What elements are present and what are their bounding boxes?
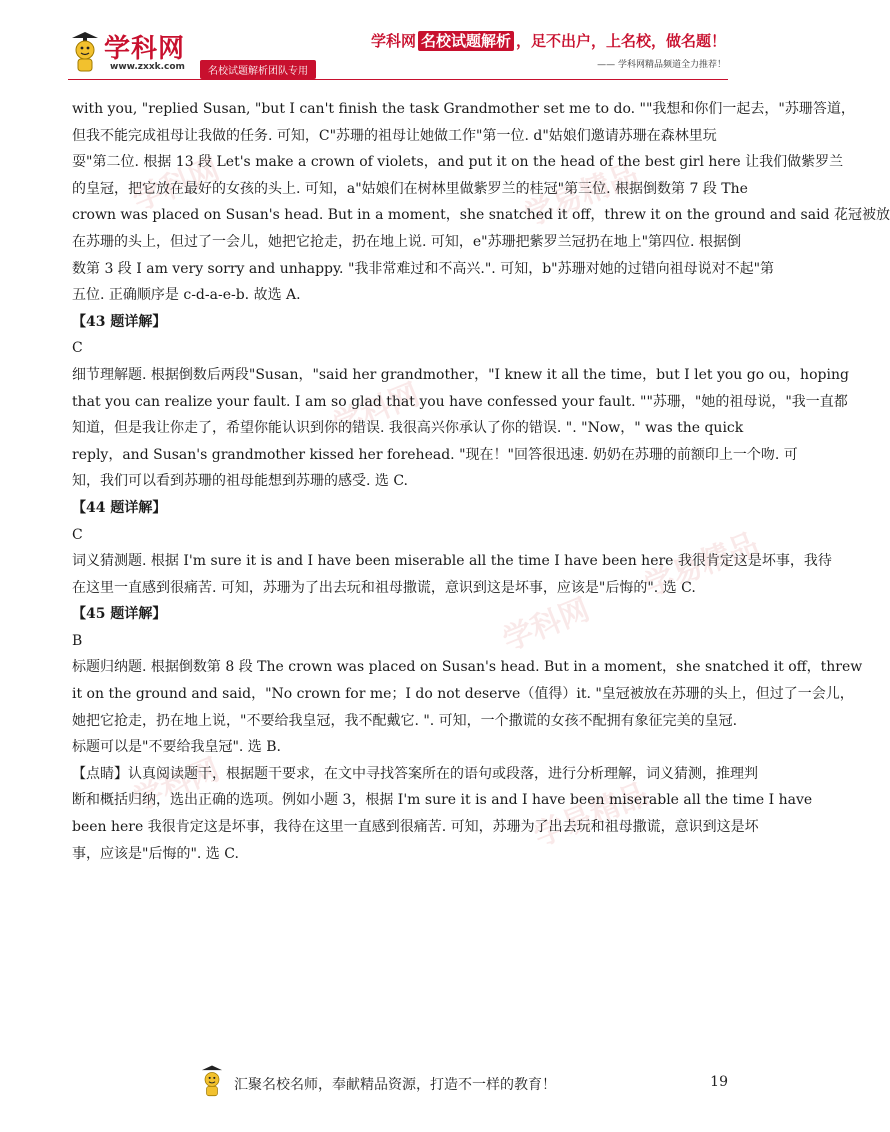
text-line: with you, "replied Susan, "but I can't finish the task Grandmother set me to do. ""我想和你们一起去，"苏珊答道， (72, 101, 855, 117)
text-line: 标题归纳题. 根据倒数第 8 段 The crown was placed on Susan's head. But in a moment，she snatched it off，threw (72, 659, 863, 676)
slogan-sub: —— 学科网精品频道全力推荐！ (597, 60, 726, 70)
logo-url: www.zxxk.com (110, 62, 185, 72)
text-line: been here 我很肯定这是坏事，我待在这里一直感到很痛苦. 可知，苏珊为了出去玩和祖母撒谎，意识到这是坏 (72, 819, 759, 836)
text-line: 但我不能完成祖母让我做的任务. 可知，C"苏珊的祖母让她做工作"第一位. d"姑娘们邀请苏珊在森林里玩 (72, 127, 717, 144)
text-line: that you can realize your fault. I am so glad that you have confessed your fault. ""苏珊，"她的祖母说，"我一直都 (72, 393, 848, 410)
text-line: 标题可以是"不要给我皇冠". 选 B. (72, 739, 281, 756)
team-badge: 名校试题解析团队专用 (200, 60, 316, 79)
watermark: 学科网 (498, 592, 595, 659)
page-header (0, 0, 800, 84)
text-line: 在苏珊的头上，但过了一会儿，她把它抢走，扔在地上说. 可知，e"苏珊把紫罗兰冠扔在地上"第四位. 根据倒 (72, 233, 741, 250)
text-line: 在这里一直感到很痛苦. 可知，苏珊为了出去玩和祖母撒谎，意识到这是坏事，应该是"后悔的". 选 C. (72, 579, 696, 596)
slogan-suffix: ，足不出户，上名校，做名题！ (515, 32, 726, 50)
text-line: 耍"第二位. 根据 13 段 Let's make a crown of violets，and put it on the head of the best girl here 让我们做紫罗兰 (72, 154, 844, 171)
watermark: 学科网 (328, 377, 425, 444)
brand-logo (68, 26, 368, 78)
document-body (72, 96, 890, 867)
section-heading: 【45 题详解】 (72, 606, 167, 623)
mascot-icon (68, 30, 102, 74)
watermark: 学科网 (128, 152, 225, 219)
answer-letter: B (72, 632, 83, 649)
section-heading: 【44 题详解】 (72, 499, 167, 516)
logo-text: 学科网 (104, 34, 186, 64)
text-line: 知，我们可以看到苏珊的祖母能想到苏珊的感受. 选 C. (72, 473, 409, 490)
tip-line: 【点睛】认真阅读题干，根据题干要求，在文中寻找答案所在的语句或段落，进行分析理解，词义猜测，推理判 (72, 765, 758, 782)
text-line: 事，应该是"后悔的". 选 C. (72, 845, 239, 862)
text-line: 五位. 正确顺序是 c-d-a-e-b. 故选 A. (72, 287, 301, 304)
watermark: 学科网 (128, 752, 225, 819)
text-line: 的皇冠，把它放在最好的女孩的头上. 可知，a"姑娘们在树林里做紫罗兰的桂冠"第三位. 根据倒数第 7 段 The (72, 180, 748, 197)
answer-letter: C (72, 526, 83, 543)
slogan-box: 名校试题解析 (418, 31, 514, 51)
watermark: 学易精品 (519, 156, 644, 234)
header-divider (68, 79, 728, 80)
slogan-main (371, 30, 726, 51)
text-line: 断和概括归纳，选出正确的选项。例如小题 3，根据 I'm sure it is and I have been miserable all the time I have (72, 792, 813, 809)
watermark: 学易精品 (639, 526, 764, 604)
watermark: 学易精品 (529, 776, 654, 854)
header-slogan (371, 30, 726, 70)
text-line: 数第 3 段 I am very sorry and unhappy. "我非常难过和不高兴.". 可知，b"苏珊对她的过错向祖母说对不起"第 (72, 260, 775, 277)
text-line: it on the ground and said，"No crown for me；I do not deserve（值得）it. "皇冠被放在苏珊的头上，但过了一会儿， (72, 686, 854, 703)
section-heading: 【43 题详解】 (72, 313, 167, 330)
text-line: 细节理解题. 根据倒数后两段"Susan，"said her grandmother，"I knew it all the time，but I let you go ou，hoping (72, 366, 849, 383)
answer-letter: C (72, 340, 83, 357)
text-line: 知道，但是我让你走了，希望你能认识到你的错误. 我很高兴你承认了你的错误. ". "Now，" was the quick (72, 420, 744, 437)
footer-slogan: 汇聚名校名师，奉献精品资源，打造不一样的教育！ (234, 1077, 556, 1093)
slogan-prefix: 学科网 (370, 32, 416, 50)
text-line: 词义猜测题. 根据 I'm sure it is and I have been miserable all the time I have been here 我很肯定这是坏事，我待 (72, 553, 832, 570)
text-line: 她把它抢走，扔在地上说，"不要给我皇冠，我不配戴它. ". 可知，一个撒谎的女孩不配拥有象征完美的皇冠. (72, 712, 738, 729)
mascot-icon (198, 1064, 226, 1098)
text-line: reply，and Susan's grandmother kissed her forehead. "现在！"回答很迅速. 奶奶在苏珊的前额印上一个吻. 可 (72, 446, 798, 463)
text-line: crown was placed on Susan's head. But in a moment，she snatched it off，threw it on the ground and said 花冠被放 (72, 207, 890, 224)
page-footer (0, 1062, 800, 1112)
page-number: 19 (710, 1074, 728, 1090)
